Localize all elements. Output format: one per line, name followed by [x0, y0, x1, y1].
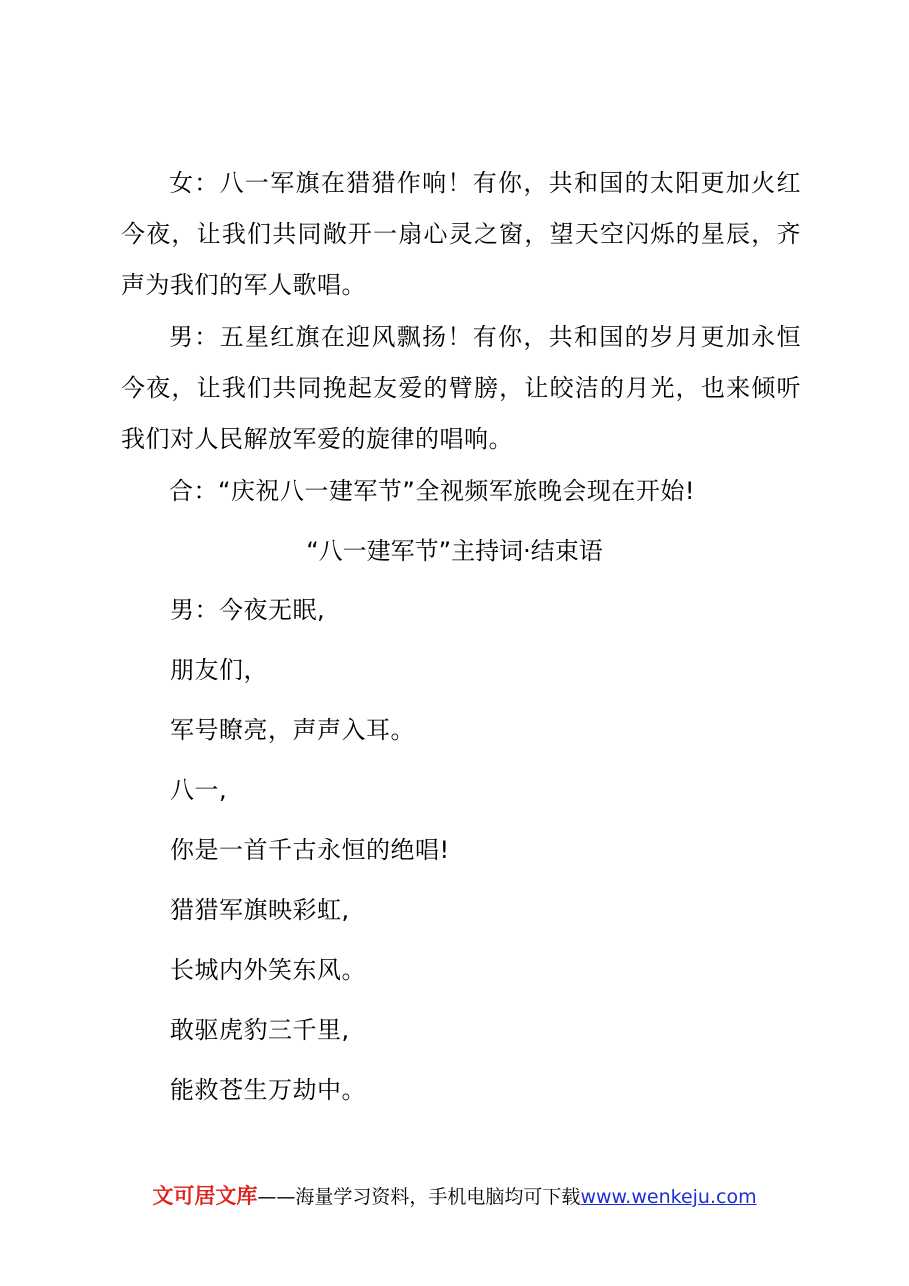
paragraph-female-host: 女：八一军旗在猎猎作响！有你，共和国的太阳更加火红今夜，让我们共同敞开一扇心灵之窗，望天空闪烁的星辰，齐声为我们的军人歌唱。: [121, 169, 801, 299]
verse-line: 猎猎军旗映彩虹,: [170, 896, 350, 924]
paragraph-male-host: 男：五星红旗在迎风飘扬！有你，共和国的岁月更加永恒今夜，让我们共同挽起友爱的臂膀，让皎洁的月光，也来倾听我们对人民解放军爱的旋律的唱响。: [121, 323, 801, 453]
verse-line: 军号瞭亮，声声入耳。: [170, 716, 415, 744]
footer-brand: 文可居文库: [152, 1184, 258, 1208]
footer-link[interactable]: www.wenkeju.com: [580, 1186, 757, 1208]
footer-tagline: ——海量学习资料，手机电脑均可下载: [257, 1186, 581, 1208]
verse-line: 八一,: [170, 776, 228, 804]
verse-list: [170, 580, 790, 1120]
paragraph-together: 合：“庆祝八一建军节”全视频军旅晚会现在开始!: [169, 477, 695, 505]
verse-line: 朋友们，: [170, 656, 268, 684]
verse-line: 男：今夜无眠,: [170, 596, 326, 624]
verse-line: 能救苍生万劫中。: [170, 1076, 366, 1104]
verse-line: 长城内外笑东风。: [170, 956, 366, 984]
footer-banner: [0, 1178, 909, 1215]
section-title: “八一建军节”主持词·结束语: [306, 537, 603, 565]
verse-line: 敢驱虎豹三千里,: [170, 1016, 350, 1044]
verse-line: 你是一首千古永恒的绝唱!: [170, 836, 450, 864]
